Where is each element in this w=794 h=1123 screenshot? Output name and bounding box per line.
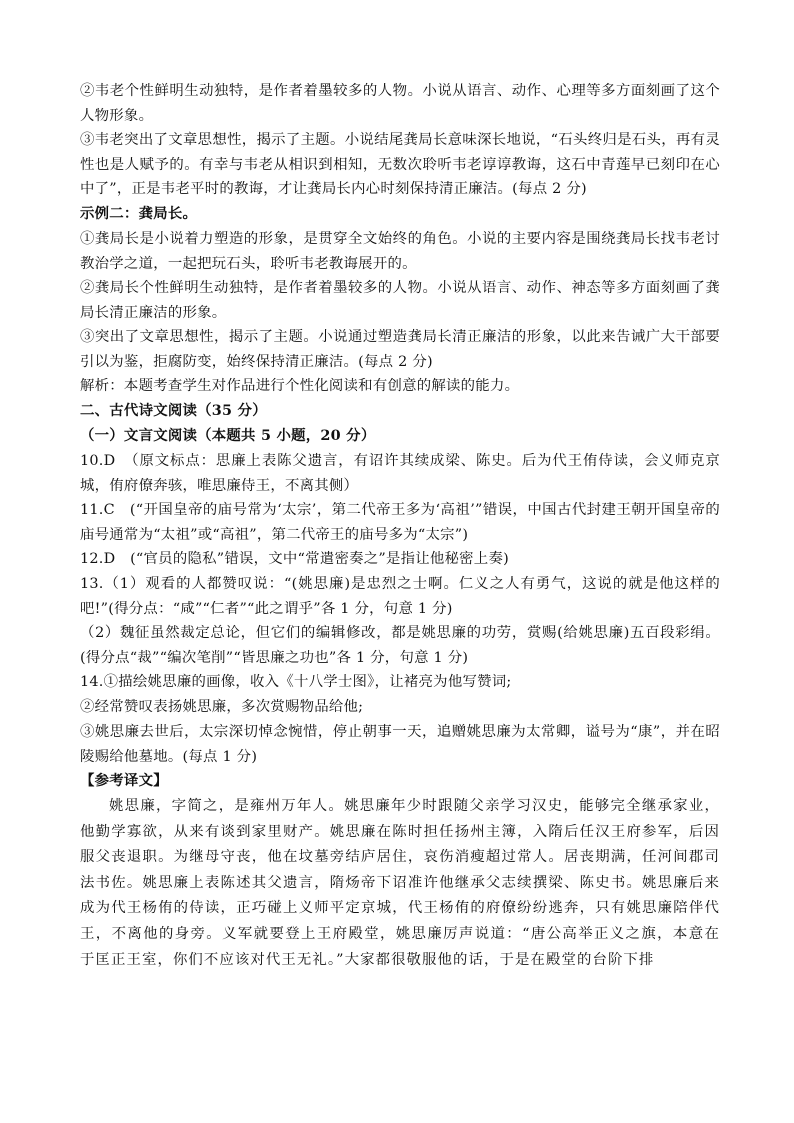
example-heading: 示例二：龚局长。 [80, 205, 198, 222]
answer-q14-1: 14.①描绘姚思廉的画像，收入《十八学士图》，让褚亮为他写赞词; [80, 674, 512, 690]
answer-q12: 12.D (“官员的隐私”错误，文中“常遣密奏之”是指让他秘密上奏) [80, 551, 509, 567]
answer-q11: 11.C (“开国皇帝的庙号常为‘太宗’，第二代帝王多为‘高祖’”错误，中国古代封建王朝开国皇帝的庙号通常为“太祖”或“高祖”，第二代帝王的庙号多为“太宗”) [80, 502, 720, 543]
answer-paragraph: ①龚局长是小说着力塑造的形象，是贯穿全文始终的角色。小说的主要内容是围绕龚局长找韦老讨教治学之道，一起把玩石头，聆听韦老教诲展开的。 [80, 231, 720, 272]
answer-q14-2: ②经常赞叹表扬姚思廉，多次赏赐物品给他; [80, 699, 364, 715]
answer-paragraph: ③韦老突出了文章思想性，揭示了主题。小说结尾龚局长意味深长地说，“石头终归是石头，再有灵性也是人赋予的。有幸与韦老从相识到相知，无数次聆听韦老谆谆教诲，这石中青莲早已刻印在心中了”，正是韦老平时的教诲，才让龚局长内心时刻保持清正廉洁。(每点 2 分) [80, 132, 720, 197]
reference-translation-heading: 【参考译文】 [80, 772, 168, 789]
answer-paragraph: ②龚局长个性鲜明生动独特，是作者着墨较多的人物。小说从语言、动作、神态等多方面刻画了龚局长清正廉洁的形象。 [80, 280, 720, 321]
answer-q13-1: 13.（1）观看的人都赞叹说：“(姚思廉)是忠烈之士啊。仁义之人有勇气，这说的就是他这样的吧!”(得分点：“咸”“仁者”“此之谓乎”各 1 分，句意 1 分) [80, 576, 720, 617]
answer-q13-2: （2）魏征虽然裁定总论，但它们的编辑修改，都是姚思廉的功劳，赏赐(给姚思廉)五百段彩绢。(得分点“裁”“编次笔削”“皆思廉之功也”各 1 分，句意 1 分) [80, 625, 720, 666]
section-heading: 二、古代诗文阅读（35 分） [80, 402, 267, 419]
answer-q10: 10.D （原文标点：思廉上表陈父遗言，有诏许其续成梁、陈史。后为代王侑侍读，会义师克京城，侑府僚奔骇，唯思廉侍王，不离其侧） [80, 453, 720, 494]
subsection-heading: （一）文言文阅读（本题共 5 小题，20 分） [80, 427, 376, 444]
answer-q14-3: ③姚思廉去世后，太宗深切悼念惋惜，停止朝事一天，追赠姚思廉为太常卿，谥号为“康”，并在昭陵赐给他墓地。(每点 1 分) [80, 724, 720, 765]
answer-paragraph: ③突出了文章思想性，揭示了主题。小说通过塑造龚局长清正廉洁的形象，以此来告诫广大干部要引以为鉴，拒腐防变，始终保持清正廉洁。(每点 2 分) [80, 329, 720, 370]
analysis-text: 解析：本题考查学生对作品进行个性化阅读和有创意的解读的能力。 [80, 378, 520, 394]
answer-paragraph: ②韦老个性鲜明生动独特，是作者着墨较多的人物。小说从语言、动作、心理等多方面刻画了这个人物形象。 [80, 83, 720, 124]
reference-translation: 姚思廉，字简之，是雍州万年人。姚思廉年少时跟随父亲学习汉史，能够完全继承家业，他勤学寡欲，从来有谈到家里财产。姚思廉在陈时担任扬州主簿，入隋后任汉王府参军，后因服父丧退职。为继母守丧，他在坟墓旁结庐居住，哀伤消瘦超过常人。居丧期满，任河间郡司法书佐。姚思廉上表陈述其父遗言，隋炀帝下诏准许他继承父志续撰梁、陈史书。姚思廉后来成为代王杨侑的侍读，正巧碰上义师平定京城，代王杨侑的府僚纷纷逃奔，只有姚思廉陪伴代王，不离他的身旁。义军就要登上王府殿堂，姚思廉厉声说道：“唐公高举正义之旗，本意在于匡正王室，你们不应该对代王无礼。”大家都很敬服他的话，于是在殿堂的台阶下排 [80, 798, 720, 968]
